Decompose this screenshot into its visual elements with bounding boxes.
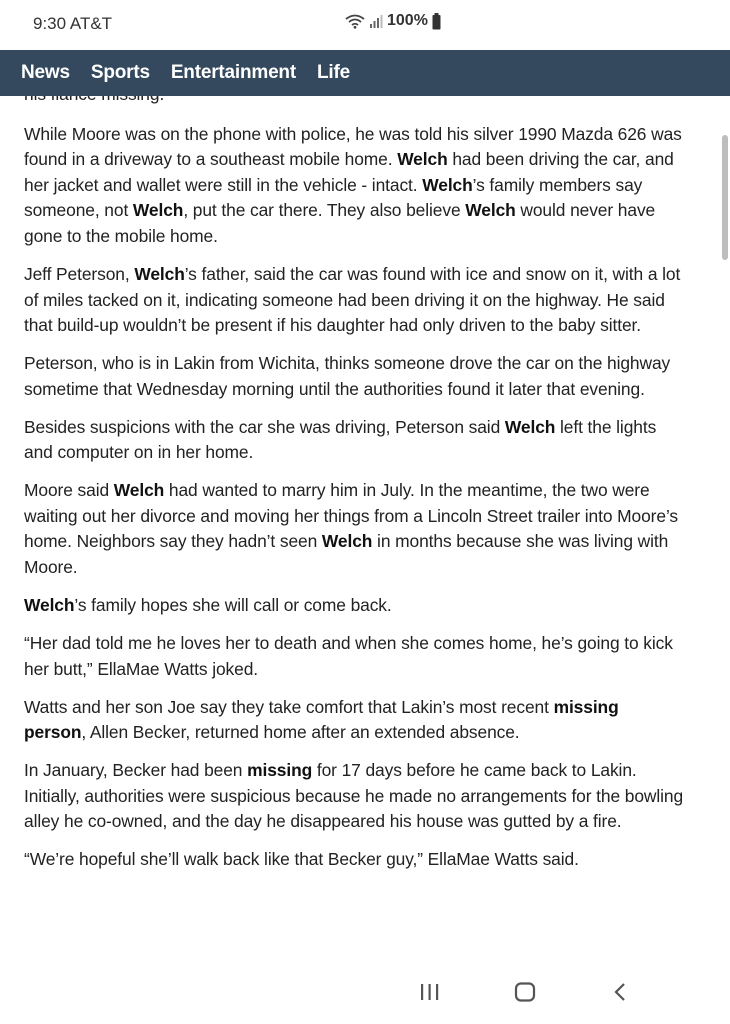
highlighted-term: missing (247, 760, 313, 781)
highlighted-term: missing person (24, 696, 619, 743)
system-nav-bar (0, 962, 730, 1024)
highlighted-term: Welch (134, 263, 185, 284)
paragraph-text: , put the car there. They also believe (183, 200, 466, 221)
paragraph-text: ’s family hopes she will call or come back. (74, 595, 392, 616)
highlighted-term: Welch (24, 595, 75, 616)
article-body (24, 82, 684, 885)
paragraph-text: Peterson, who is in Lakin from Wichita, thinks someone drove the car on the highway sometime that Wednesday morning until the authorities found it later that evening. (24, 353, 671, 399)
highlighted-term: Welch (321, 531, 373, 552)
recent-apps-icon[interactable] (419, 982, 441, 1007)
article-paragraph (24, 415, 684, 466)
highlighted-term: Welch (397, 149, 448, 170)
site-nav (0, 50, 730, 96)
paragraph-text: ’s family members say someone, not (24, 174, 643, 221)
paragraph-text: While Moore was on the phone with police, he was told his silver 1990 Mazda 626 was found in a driveway to a southeast mobile home. (24, 123, 682, 170)
nav-item-life[interactable]: Life (316, 62, 350, 83)
paragraph-text: in months because she was living with Moore. (24, 531, 669, 578)
status-icons (345, 12, 441, 30)
status-time: 9:30 AT&T (33, 14, 113, 33)
wifi-icon (345, 13, 365, 29)
nav-item-news[interactable]: News (21, 62, 70, 83)
article-paragraph (24, 847, 684, 873)
article-paragraph (24, 262, 684, 339)
article-paragraph (24, 478, 684, 580)
highlighted-term: Welch (465, 200, 516, 221)
paragraph-text: Jeff Peterson, (24, 263, 135, 284)
paragraph-text: had wanted to marry him in July. In the meantime, the two were waiting out her divorce and moving her things from a Lincoln Street trailer into Moore’s home. Neighbors say they hadn’t seen (24, 480, 678, 552)
article-paragraph (24, 631, 684, 682)
home-icon[interactable] (514, 982, 536, 1007)
nav-item-sports[interactable]: Sports (90, 62, 150, 83)
paragraph-text: ’s father, said the car was found with ice and snow on it, with a lot of miles tacked on it, indicating someone had been driving it on the highway. He said that build-up wouldn’t be present if his daughter had only driven to the baby sitter. (24, 263, 681, 336)
signal-icon (369, 13, 383, 29)
article-paragraph (24, 351, 684, 402)
back-icon[interactable] (612, 982, 628, 1007)
scrollbar-thumb[interactable] (722, 135, 728, 260)
paragraph-text: In January, Becker had been (24, 760, 248, 781)
paragraph-text: Moore said (24, 480, 114, 501)
paragraph-text: left the lights and computer on in her home. (24, 416, 657, 463)
paragraph-text: Watts and her son Joe say they take comfort that Lakin’s most recent (24, 696, 554, 717)
paragraph-text: “We’re hopeful she’ll walk back like that Becker guy,” EllaMae Watts said. (24, 849, 579, 870)
battery-icon (432, 13, 441, 30)
highlighted-term: Welch (132, 200, 184, 221)
highlighted-term: Welch (422, 174, 473, 195)
article-paragraph (24, 758, 684, 835)
highlighted-term: Welch (504, 416, 556, 437)
paragraph-text: for 17 days before he came back to Lakin. Initially, authorities were suspicious because he made no arrangements for the bowling alley he co-owned, and the day he disappeared his house was gutted by a fire. (24, 760, 684, 832)
paragraph-text: would never have gone to the mobile home. (24, 200, 656, 246)
paragraph-text: had been driving the car, and her jacket and wallet were still in the vehicle - intact. (24, 149, 674, 195)
status-bar (0, 0, 730, 50)
nav-item-entertainment[interactable]: Entertainment (170, 62, 296, 83)
battery-percent: 100% (387, 12, 428, 29)
paragraph-text: Besides suspicions with the car she was driving, Peterson said (24, 416, 505, 437)
article-paragraph (24, 695, 684, 746)
paragraph-text: , Allen Becker, returned home after an extended absence. (81, 722, 520, 743)
paragraph-text: “Her dad told me he loves her to death and when she comes home, he’s going to kick her butt,” EllaMae Watts joked. (24, 633, 673, 679)
article-paragraph (24, 593, 684, 619)
highlighted-term: Welch (113, 480, 165, 501)
article-paragraph (24, 122, 684, 250)
